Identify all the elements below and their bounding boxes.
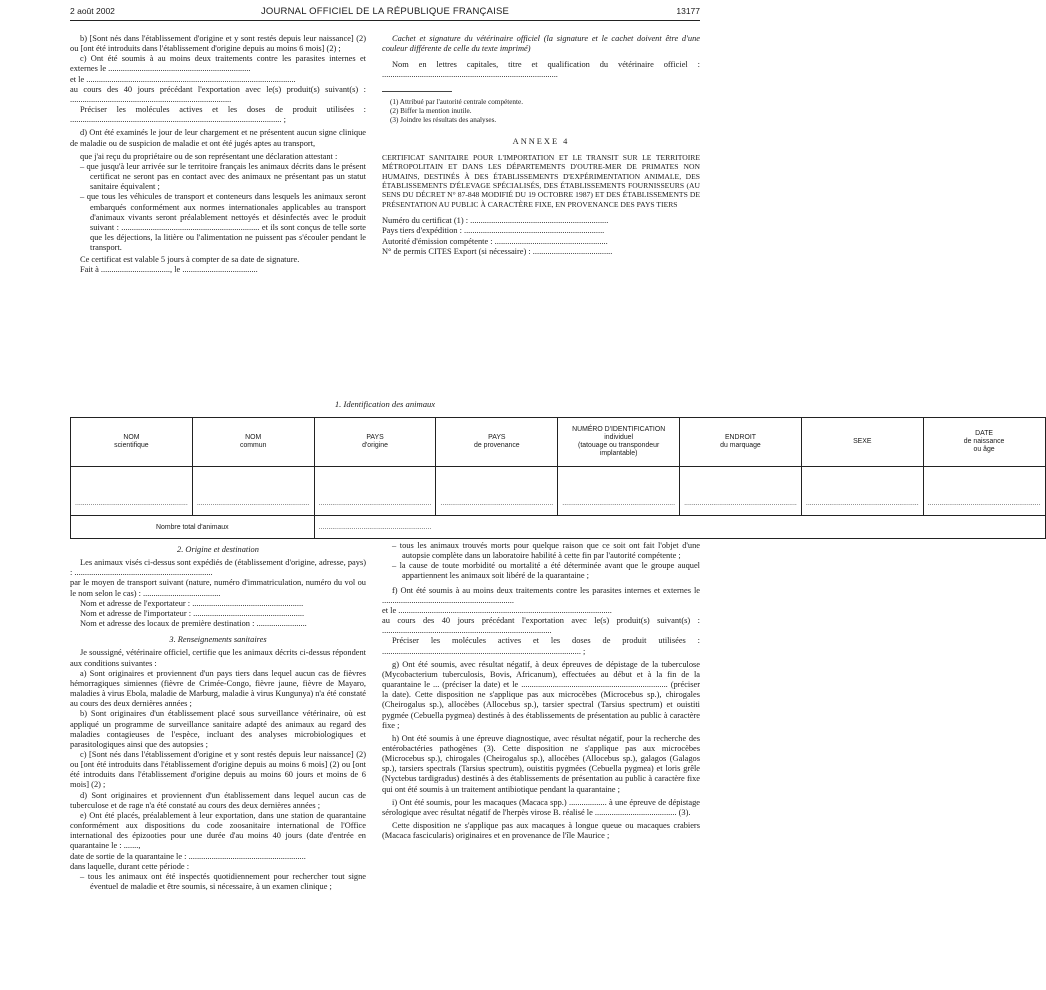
table-title: 1. Identification des animaux <box>334 399 436 409</box>
bottom-left-column <box>70 539 366 892</box>
bottom-right-column <box>382 541 700 841</box>
header-date: 2 août 2002 <box>70 6 115 16</box>
quarantine-exit-date: date de sortie de la quarantaine le : ........................................................ <box>70 851 306 861</box>
col-header-origin-country: PAYS d'origine <box>314 418 436 467</box>
condition-a: a) Sont originaires et proviennent d'un pays tiers dans lequel aucun cas de fièvres hémorragiques simiennes (fièvre de Crimée-Congo, fièvre jaune, fièvre de Mayaro, maladies à virus Ebola, maladie de Marburg, maladie à virus Kungunya) n'a été constaté au cours des deux dernières années ; <box>70 668 367 709</box>
paragraph-c-molecules: Préciser les molécules actives et les doses de produit utilisées : ..................................................................................................... ; <box>70 105 366 125</box>
footnote-2: (2) Biffer la mention inutile. <box>390 106 472 115</box>
condition-i-exception: Cette disposition ne s'applique pas aux macaques à longue queue ou macaques crabiers (Macaca fascicularis) originaires et en provenance de l'île Maurice ; <box>382 821 700 841</box>
origin-establishment-field: Les animaux visés ci-dessus sont expédiés de (établissement d'origine, adresse, pays) : .................................................................. <box>70 558 366 578</box>
condition-d: d) Sont originaires et proviennent d'un établissement dans lequel aucun cas de tuberculose et de rage n'a été constaté au cours des deux dernières années ; <box>70 790 366 810</box>
condition-c: c) [Sont nés dans l'établissement d'origine et y sont restés depuis leur naissance] (2) ou [ont été introduits dans l'établissement d'origine depuis au moins 6 mois] (2) ou [ont été introduits dans l'établissement d'origine depuis au moins 60 jours et moins de 6 mois] (2) ; <box>70 749 366 790</box>
quarantine-item-morbidity: – la cause de toute morbidité ou mortalité a été déterminée avant que le groupe auquel appartiennent les animaux soit libéré de la quarantaine ; <box>392 561 700 581</box>
total-animals-label: Nombre total d'animaux <box>71 516 315 539</box>
col-header-common-name: NOM commun <box>192 418 314 467</box>
importer-field: Nom et adresse de l'importateur : ..................................................... <box>80 608 305 618</box>
table-cell[interactable]: .......................................................... <box>192 467 314 516</box>
table-cell[interactable]: .......................................................... <box>801 467 923 516</box>
col-header-provenance-country: PAYS de provenance <box>436 418 558 467</box>
paragraph-c-products: au cours des 40 jours précédant l'exportation avec le(s) produit(s) suivant(s) : ............................................................................. <box>70 84 366 104</box>
paragraph-c: c) Ont été soumis à au moins deux traitements contre les parasites internes et externes le .................................................................... <box>70 54 366 74</box>
table-cell[interactable]: .......................................................... <box>923 467 1045 516</box>
condition-b: b) Sont originaires d'un établissement placé sous surveillance vétérinaire, où est appliqué un programme de surveillance sanitaire adapté des animaux au regard des maladies contagieuses de l'espèce, incluant des analyses microbiologiques et parasitologiques ainsi que des autopsies ; <box>70 709 366 749</box>
veterinarian-name-field: Nom en lettres capitales, titre et qualification du vétérinaire officiel : .................................................................................... <box>382 60 700 80</box>
table-cell[interactable]: .......................................................... <box>680 467 802 516</box>
quarantine-period-intro: dans laquelle, durant cette période : <box>70 861 190 871</box>
condition-f-molecules: Préciser les molécules actives et les doses de produit utilisées : ............................................................................................... ; <box>382 636 700 656</box>
condition-g: g) Ont été soumis, avec résultat négatif, à deux épreuves de dépistage de la tuberculose (Mycobacterium tuberculosis, Bovis, Africanum), effectuées au début et à la fin de la quarantaine le ... (préciser la date) et le ...................................................................... (préciser la date). Cette disposition ne s'applique pas aux microcèbes (Microcebus sp.), chirogales (Cheirogalus sp.), allocèbes (Allocebus sp.), tarsier spectral (Tarsius spectrum) et ouistiti pygmée (Cebuella pygmea) destinés à des établissements de présentation au public à caractère fixe ; <box>382 659 700 730</box>
validity-statement: Ce certificat est valable 5 jours à compter de sa date de signature. <box>80 255 300 265</box>
annexe-title: ANNEXE 4 <box>512 136 570 146</box>
table-cell[interactable]: .......................................................... <box>436 467 558 516</box>
condition-f-date: et le ...................................................................................................... <box>382 605 612 615</box>
expedition-country-field: Pays tiers d'expédition : ................................................................... <box>382 226 605 236</box>
cites-permit-field: N° de permis CITES Export (si nécessaire) : ...................................... <box>382 246 613 256</box>
cachet-instruction: Cachet et signature du vétérinaire officiel (la signature et le cachet doivent être d'une couleur différente de celle du texte imprimé) <box>382 34 700 54</box>
col-header-scientific-name: NOM scientifique <box>71 418 193 467</box>
table-header-row <box>71 418 1046 467</box>
transport-means-field: par le moyen de transport suivant (nature, numéro d'immatriculation, numéro du vol ou le nom selon le cas) : ..................................... <box>70 578 366 598</box>
certification-intro: Je soussigné, vétérinaire officiel, certifie que les animaux décrits ci-dessus répondent aux conditions suivantes : <box>70 648 366 668</box>
total-row <box>71 516 1046 539</box>
header-page-number: 13177 <box>676 6 700 16</box>
col-header-birth-date: DATE de naissance ou âge <box>923 418 1045 467</box>
issuing-authority-field: Autorité d'émission compétente : ...................................................... <box>382 236 608 246</box>
first-destination-field: Nom et adresse des locaux de première destination : ........................ <box>80 619 307 629</box>
col-header-sex: SEXE <box>801 418 923 467</box>
col-header-identification-number: NUMÉRO D'IDENTIFICATION individuel (tatouage ou transpondeur implantable) <box>558 418 680 467</box>
exporter-field: Nom et adresse de l'exportateur : ..................................................... <box>80 598 304 608</box>
table-row <box>71 467 1046 516</box>
declaration-item-contact: – que jusqu'à leur arrivée sur le territoire français les animaux décrits dans le présent certificat ne seront pas en contact avec des animaux ne présentant pas un statut sanitaire équivalent ; <box>80 161 366 192</box>
condition-i: i) Ont été soumis, pour les macaques (Macaca spp.) .................. à une épreuve de dépistage sérologique avec résultat négatif de l'herpès virose B. réalisé le ....................................... (3). <box>382 797 700 817</box>
quarantine-item-inspection: – tous les animaux ont été inspectés quotidiennement pour rechercher tout signe éventuel de maladie et être soumis, si nécessaire, à un examen clinique ; <box>80 871 366 891</box>
top-left-column <box>70 34 366 276</box>
footnote-3: (3) Joindre les résultats des analyses. <box>390 115 497 124</box>
page-header <box>70 6 700 21</box>
top-right-column <box>382 34 700 257</box>
condition-e: e) Ont été placés, préalablement à leur exportation, dans une station de quarantaine conformément aux dispositions du code zoosanitaire international de l'Office international des épizooties pour une durée d'au moins 40 jours (date d'entrée en quarantaine le : ......., <box>70 810 366 851</box>
declaration-item-vehicles: – que tous les véhicules de transport et conteneurs dans lesquels les animaux seront embarqués conformément aux normes internationales applicables au transport d'animaux vivants seront préalablement nettoyés et désinfectés avec le produit suivant : .................................................................. et ils sont conçus de telle sorte que les déjections, la litière ou l'alimentation ne puissent pas s'écouler pendant le transport. <box>80 192 366 253</box>
section-3-title: 3. Renseignements sanitaires <box>169 635 267 645</box>
table-cell[interactable]: .......................................................... <box>71 467 193 516</box>
footnote-1: (1) Attribué par l'autorité centrale compétente. <box>390 97 524 106</box>
certificate-title: CERTIFICAT SANITAIRE POUR L'IMPORTATION ET LE TRANSIT SUR LE TERRITOIRE MÉTROPOLITAIN ET DANS LES DÉPARTEMENTS D'OUTRE-MER DE PRIMATES NON HUMAINS, DESTINÉS À DES ÉTABLISSEMENTS D'EXPÉRIMENTATION ANIMALE, DES ÉTABLISSEMENTS D'ÉLEVAGE SPÉCIALISÉS, DES ÉTABLISSEMENTS FOURNISSEURS (AU SENS DU DÉCRET N° 87-848 MODIFIÉ DU 19 OCTOBRE 1987) ET DES ÉTABLISSEMENTS DE PRÉSENTATION AU PUBLIC À CARACTÈRE FIXE, EN PROVENANCE DES PAYS TIERS <box>382 152 700 209</box>
paragraph-d: d) Ont été examinés le jour de leur chargement et ne présentent aucun signe clinique de maladie ou de suspicion de maladie et ont été jugés aptes au transport, <box>70 128 366 148</box>
section-2-title: 2. Origine et destination <box>177 545 259 554</box>
table-cell[interactable]: .......................................................... <box>314 467 436 516</box>
header-journal-title: JOURNAL OFFICIEL DE LA RÉPUBLIQUE FRANÇAISE <box>260 6 510 17</box>
total-animals-field[interactable]: .......................................................... <box>314 516 1045 539</box>
condition-h: h) Ont été soumis à une épreuve diagnostique, avec résultat négatif, pour la recherche des entérobactéries pathogènes (3). Cette disposition ne s'applique pas aux microcèbes (Microcebus sp.), chirogales (Cheirogalus sp.), allocèbes (Allocebus sp.), galagos (Galagos sp.), tarsiers spectrals (Tarsius spectrum), ouistitis pygmées (Cebuella pygmea) et loris grêle (Nyctebus tardigradus) destinés à des établissements de présentation au public à caractère fixe qui ont été soumis à un traitement antibiotique pendant la quarantaine ; <box>382 733 700 794</box>
footnote-rule <box>382 91 452 92</box>
signature-place-date: Fait à ................................., le .................................... <box>80 265 258 275</box>
identification-table <box>70 417 1046 539</box>
condition-f-products: au cours des 40 jours précédant l'exportation avec le(s) produit(s) suivant(s) : ................................................................................. <box>382 616 700 636</box>
col-header-marking-location: ENDROIT du marquage <box>680 418 802 467</box>
quarantine-item-autopsy: – tous les animaux trouvés morts pour quelque raison que ce soit ont fait l'objet d'une autopsie complète dans un laboratoire habilité à cette fin par l'autorité compétente ; <box>392 541 700 561</box>
certificate-number-field: Numéro du certificat (1) : .................................................................. <box>382 216 609 226</box>
paragraph-c-date: et le .................................................................................................... <box>70 74 296 84</box>
paragraph-declaration: que j'ai reçu du propriétaire ou de son représentant une déclaration attestant : <box>80 151 338 161</box>
condition-f: f) Ont été soumis à au moins deux traitements contre les parasites internes et externes le ............................................................... <box>382 585 700 605</box>
paragraph-b: b) [Sont nés dans l'établissement d'origine et y sont restés depuis leur naissance] (2) ou [ont été introduits dans l'établissement d'origine depuis au moins 6 mois] (2) ; <box>70 34 366 54</box>
table-cell[interactable]: .......................................................... <box>558 467 680 516</box>
